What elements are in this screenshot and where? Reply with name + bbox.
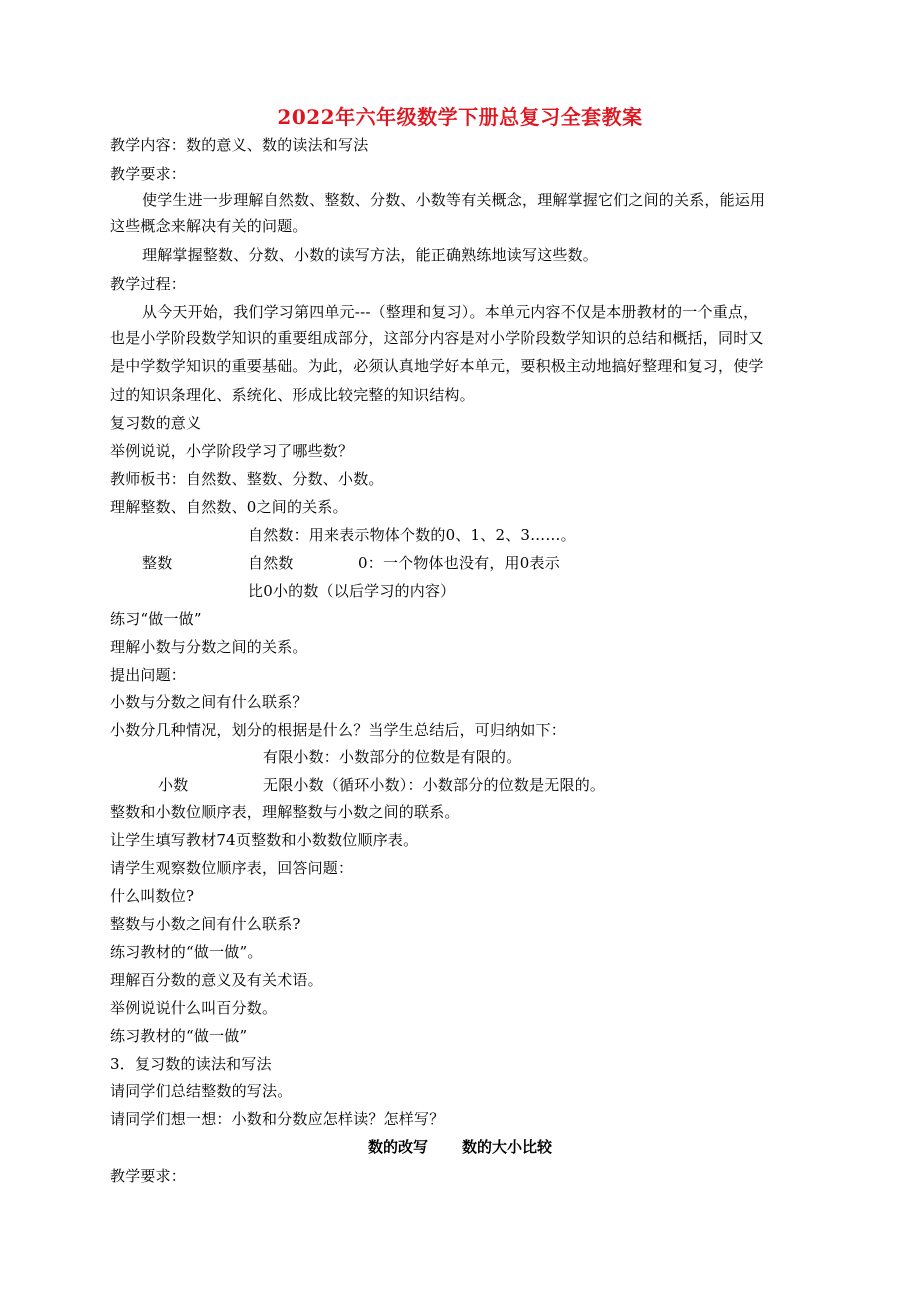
text-line: 整数与小数之间有什么联系? <box>110 915 301 933</box>
text-line: 使学生进一步理解自然数、整数、分数、小数等有关概念，理解掌握它们之间的关系，能运用 <box>142 191 766 209</box>
decimal-root-label: 小数 <box>158 776 189 794</box>
text-line: 什么叫数位? <box>110 887 195 905</box>
text-line: 小数分几种情况，划分的根据是什么？当学生总结后，可归纳如下： <box>110 721 567 739</box>
text-line: 提出问题： <box>110 666 187 684</box>
text-line: 也是小学阶段数学知识的重要组成部分，这部分内容是对小学阶段数学知识的总结和概括，同时又 <box>110 329 764 347</box>
text-line: 3．复习数的读法和写法 <box>110 1055 272 1073</box>
text-line: 举例说说，小学阶段学习了哪些数？ <box>110 442 354 460</box>
text-line: 教学内容：数的意义、数的读法和写法 <box>110 136 369 154</box>
infinite-decimal-definition: 无限小数（循环小数）：小数部分的位数是无限的。 <box>263 776 606 794</box>
text-line: 请学生观察数位顺序表，回答问题： <box>110 859 354 877</box>
text-line: 这些概念来解决有关的问题。 <box>110 217 308 235</box>
text-line: 理解百分数的意义及有关术语。 <box>110 971 323 989</box>
text-line: 举例说说什么叫百分数。 <box>110 999 278 1017</box>
natural-number-label: 自然数 <box>248 554 294 572</box>
text-line: 请同学们总结整数的写法。 <box>110 1082 293 1100</box>
zero-definition: 0：一个物体也没有，用0表示 <box>358 554 560 572</box>
section-heading-left: 数的改写 <box>367 1138 428 1156</box>
text-line: 请同学们想一想：小数和分数应怎样读？怎样写？ <box>110 1110 445 1128</box>
section-heading <box>0 1137 920 1157</box>
text-line: 是中学数学知识的重要基础。为此，必须认真地学好本单元，要积极主动地搞好整理和复习，使学 <box>110 357 764 375</box>
text-line: 整数和小数位顺序表，理解整数与小数之间的联系。 <box>110 803 460 821</box>
integer-root-label: 整数 <box>142 554 173 572</box>
text-line: 理解小数与分数之间的关系。 <box>110 638 308 656</box>
negative-number-note: 比0小的数（以后学习的内容） <box>248 582 456 600</box>
text-line: 理解掌握整数、分数、小数的读写方法，能正确熟练地读写这些数。 <box>142 246 599 264</box>
text-line: 练习教材的“做一做” <box>110 1027 248 1045</box>
text-line: 练习“做一做” <box>110 610 202 628</box>
finite-decimal-definition: 有限小数：小数部分的位数是有限的。 <box>263 748 522 766</box>
text-line: 理解整数、自然数、0之间的关系。 <box>110 498 348 516</box>
text-line: 练习教材的“做一做”。 <box>110 943 263 961</box>
text-line: 复习数的意义 <box>110 414 202 432</box>
text-line: 教师板书：自然数、整数、分数、小数。 <box>110 470 384 488</box>
text-line: 教学要求： <box>110 165 187 183</box>
text-line: 教学过程： <box>110 275 187 293</box>
section-heading-right: 数的大小比较 <box>462 1138 553 1156</box>
natural-number-definition: 自然数：用来表示物体个数的0、1、2、3……。 <box>248 526 576 544</box>
document-title: 2022年六年级数学下册总复习全套教案 <box>277 105 643 129</box>
text-line: 从今天开始，我们学习第四单元---（整理和复习）。本单元内容不仅是本册教材的一个重点， <box>142 303 759 321</box>
text-line: 教学要求： <box>110 1167 187 1185</box>
text-line: 小数与分数之间有什么联系？ <box>110 693 308 711</box>
text-line: 让学生填写教材74页整数和小数数位顺序表。 <box>110 831 419 849</box>
text-line: 过的知识条理化、系统化、形成比较完整的知识结构。 <box>110 386 475 404</box>
